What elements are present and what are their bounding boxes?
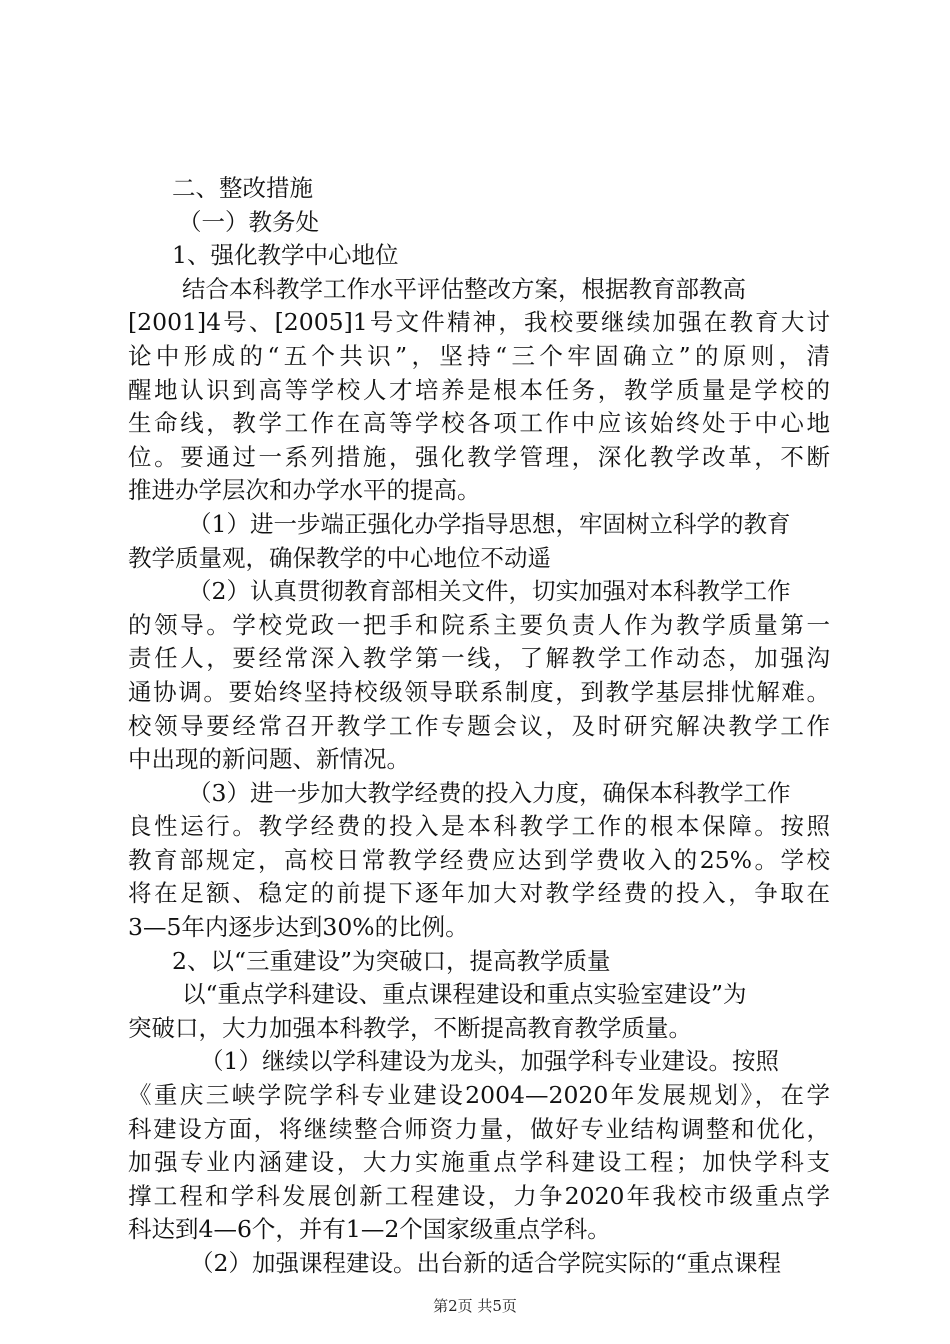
text-line: 《重庆三峡学院学科专业建设2004—2020年发展规划》，在学 bbox=[128, 1081, 830, 1110]
text-line: [2001]4号、[2005]1号文件精神，我校要继续加强在教育大讨 bbox=[128, 308, 830, 337]
text-line: （2）认真贯彻教育部相关文件，切实加强对本科教学工作 bbox=[188, 577, 791, 606]
text-line: 醒地认识到高等学校人才培养是根本任务，教学质量是学校的 bbox=[128, 375, 830, 404]
text-line: （1）进一步端正强化办学指导思想，牢固树立科学的教育 bbox=[188, 509, 791, 538]
text-line: （3）进一步加大教学经费的投入力度，确保本科教学工作 bbox=[188, 778, 791, 807]
text-line: 1、强化教学中心地位 bbox=[172, 241, 399, 270]
text-line: 推进办学层次和办学水平的提高。 bbox=[128, 476, 481, 505]
page-footer: 第2页 共5页 bbox=[433, 1297, 517, 1315]
text-line: 3—5年内逐步达到30%的比例。 bbox=[128, 913, 469, 942]
text-line: 责任人，要经常深入教学第一线，了解教学工作动态，加强沟 bbox=[128, 644, 830, 673]
text-line: 以“重点学科建设、重点课程建设和重点实验室建设”为 bbox=[182, 980, 747, 1009]
text-line: 位。要通过一系列措施，强化教学管理，深化教学改革，不断 bbox=[128, 442, 830, 471]
text-line: 的领导。学校党政一把手和院系主要负责人作为教学质量第一 bbox=[128, 610, 830, 639]
text-line: 将在足额、稳定的前提下逐年加大对教学经费的投入，争取在 bbox=[128, 879, 830, 908]
text-line: 科达到4—6个，并有1—2个国家级重点学科。 bbox=[128, 1215, 611, 1244]
text-line: （2）加强课程建设。出台新的适合学院实际的“重点课程 bbox=[190, 1249, 781, 1277]
text-line: 结合本科教学工作水平评估整改方案，根据教育部教高 bbox=[182, 274, 746, 303]
text-line: 科建设方面，将继续整合师资力量，做好专业结构调整和优化， bbox=[128, 1114, 830, 1143]
text-line: 论中形成的“五个共识”，坚持“三个牢固确立”的原则，清 bbox=[128, 341, 830, 370]
text-line: 加强专业内涵建设，大力实施重点学科建设工程；加快学科支 bbox=[128, 1148, 830, 1177]
text-line: 教育部规定，高校日常教学经费应达到学费收入的25%。学校 bbox=[128, 845, 830, 874]
text-line: 突破口，大力加强本科教学，不断提高教育教学质量。 bbox=[128, 1013, 692, 1042]
text-line: （一）教务处 bbox=[178, 207, 319, 236]
document-body bbox=[128, 172, 830, 1281]
text-line: 教学质量观，确保教学的中心地位不动遥 bbox=[128, 543, 551, 572]
text-line: （1）继续以学科建设为龙头，加强学科专业建设。按照 bbox=[200, 1047, 779, 1076]
text-line: 校领导要经常召开教学工作专题会议，及时研究解决教学工作 bbox=[128, 711, 830, 740]
text-line: 生命线，教学工作在高等学校各项工作中应该始终处于中心地 bbox=[128, 409, 830, 438]
text-line: 撑工程和学科发展创新工程建设，力争2020年我校市级重点学 bbox=[128, 1181, 830, 1210]
text-line: 2、以“三重建设”为突破口，提高教学质量 bbox=[172, 946, 611, 975]
text-line: 中出现的新问题、新情况。 bbox=[128, 745, 410, 774]
text-line: 二、整改措施 bbox=[172, 174, 313, 202]
text-line: 通协调。要始终坚持校级领导联系制度，到教学基层排忧解难。 bbox=[128, 677, 830, 706]
text-line: 良性运行。教学经费的投入是本科教学工作的根本保障。按照 bbox=[128, 812, 830, 841]
